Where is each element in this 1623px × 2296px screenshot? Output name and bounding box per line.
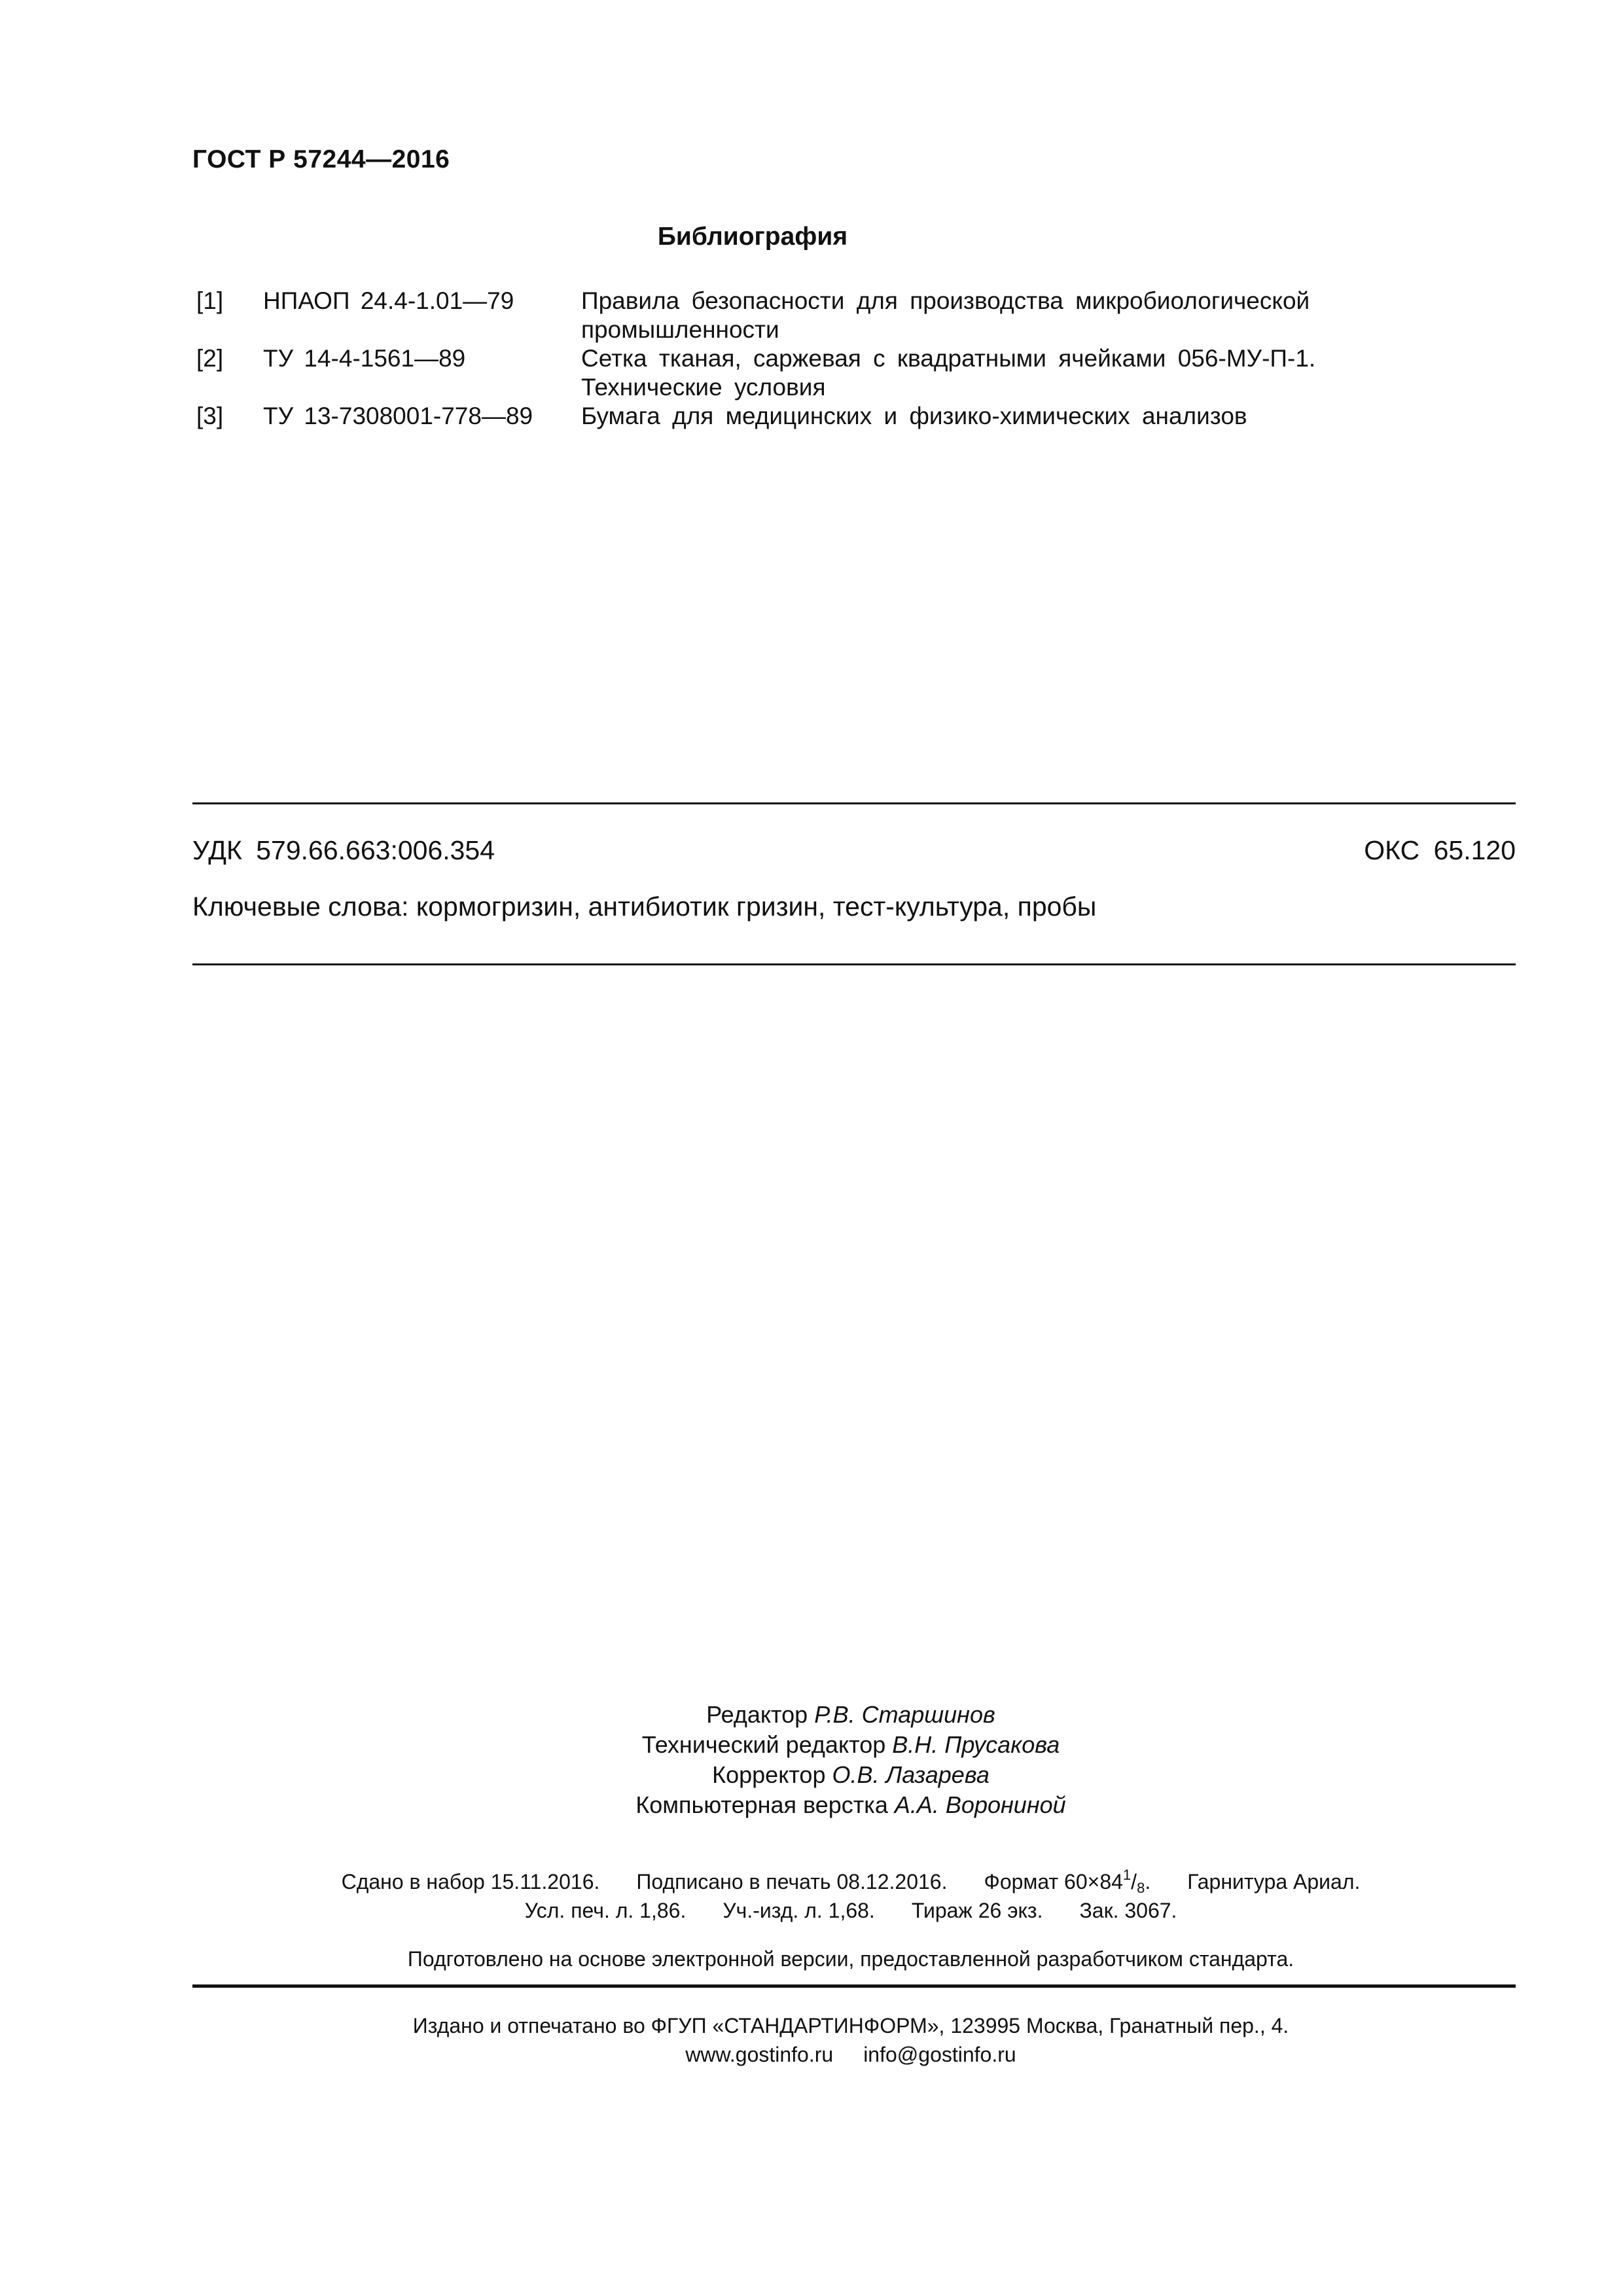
divider-publisher	[192, 1984, 1516, 1988]
credit-name: Р.В. Старшинов	[814, 1701, 995, 1728]
publisher-block	[0, 2011, 1623, 2069]
credit-role: Корректор	[712, 1761, 826, 1788]
bibliography-item-code: НПАОП 24.4-1.01—79	[263, 287, 514, 314]
submitted-date: Сдано в набор 15.11.2016.	[341, 1870, 600, 1893]
bibliography-item-title-line: Правила безопасности для производства микробиологической	[581, 287, 1310, 314]
print-info-line-2	[0, 1896, 1623, 1925]
print-info-line-1	[0, 1867, 1623, 1896]
keywords: Ключевые слова: кормогризин, антибиотик гризин, тест-культура, пробы	[192, 891, 1097, 922]
document-header: ГОСТ Р 57244—2016	[192, 145, 450, 173]
udk-code: УДК 579.66.663:006.354	[192, 835, 495, 865]
credit-name: В.Н. Прусакова	[892, 1731, 1060, 1758]
edit-sheets: Уч.-изд. л. 1,68.	[722, 1899, 875, 1922]
credit-role: Компьютерная верстка	[635, 1791, 888, 1818]
paper-format-suffix: .	[1145, 1870, 1151, 1893]
divider-bottom	[192, 963, 1516, 965]
publisher-website-link[interactable]: www.gostinfo.ru	[685, 2043, 834, 2066]
bibliography-title: Библиография	[657, 223, 848, 251]
oks-code: ОКС 65.120	[1364, 835, 1516, 865]
bibliography-item	[196, 402, 1348, 431]
order-number: Зак. 3067.	[1079, 1899, 1177, 1922]
circulation: Тираж 26 экз.	[911, 1899, 1043, 1922]
publisher-line: Издано и отпечатано во ФГУП «СТАНДАРТИНФОРМ», 123995 Москва, Гранатный пер., 4.	[412, 2014, 1289, 2037]
bibliography-item	[196, 287, 1348, 344]
typeface: Гарнитура Ариал.	[1187, 1870, 1361, 1893]
paper-format-numerator: 1	[1122, 1867, 1132, 1883]
bibliography-item-number: [1]	[196, 287, 224, 314]
publisher-contacts	[0, 2040, 1623, 2069]
credit-layout	[0, 1790, 1623, 1820]
credit-role: Технический редактор	[641, 1731, 886, 1758]
credit-name: О.В. Лазарева	[832, 1761, 990, 1788]
bibliography-item-number: [3]	[196, 403, 224, 429]
credits-block	[0, 1700, 1623, 1820]
paper-format-prefix: Формат 60×84	[984, 1870, 1123, 1893]
bibliography-item-title-line: Сетка тканая, саржевая с квадратными ячейками 056-МУ-П-1.	[581, 345, 1316, 372]
bibliography-list	[196, 287, 1348, 431]
bibliography-item-title-line: промышленности	[581, 316, 779, 343]
paper-format-denominator: 8	[1137, 1880, 1145, 1896]
credit-technical-editor	[0, 1730, 1623, 1760]
credit-proofreader	[0, 1760, 1623, 1790]
bibliography-item-number: [2]	[196, 345, 224, 372]
bibliography-item	[196, 344, 1348, 402]
publisher-email-link[interactable]: info@gostinfo.ru	[863, 2043, 1016, 2066]
credit-editor	[0, 1700, 1623, 1730]
print-sheets: Усл. печ. л. 1,86.	[524, 1899, 687, 1922]
credit-name: А.А. Ворониной	[894, 1791, 1066, 1818]
divider-top	[192, 802, 1516, 804]
bibliography-item-code: ТУ 14-4-1561—89	[263, 345, 466, 372]
bibliography-item-code: ТУ 13-7308001-778—89	[263, 403, 533, 429]
prepared-note: Подготовлено на основе электронной версии, предоставленной разработчиком стандарта.	[407, 1947, 1294, 1971]
bibliography-item-title-line: Технические условия	[581, 374, 826, 401]
bibliography-item-title	[581, 402, 1348, 431]
bibliography-item-title	[581, 287, 1348, 344]
signed-date: Подписано в печать 08.12.2016.	[636, 1870, 948, 1893]
paper-format: Формат $60\times 84^1/_8$.	[984, 1867, 1151, 1896]
credit-role: Редактор	[706, 1701, 808, 1728]
bibliography-item-title	[581, 344, 1348, 402]
bibliography-item-title-line: Бумага для медицинских и физико-химических анализов	[581, 403, 1247, 429]
print-info	[0, 1867, 1623, 1925]
